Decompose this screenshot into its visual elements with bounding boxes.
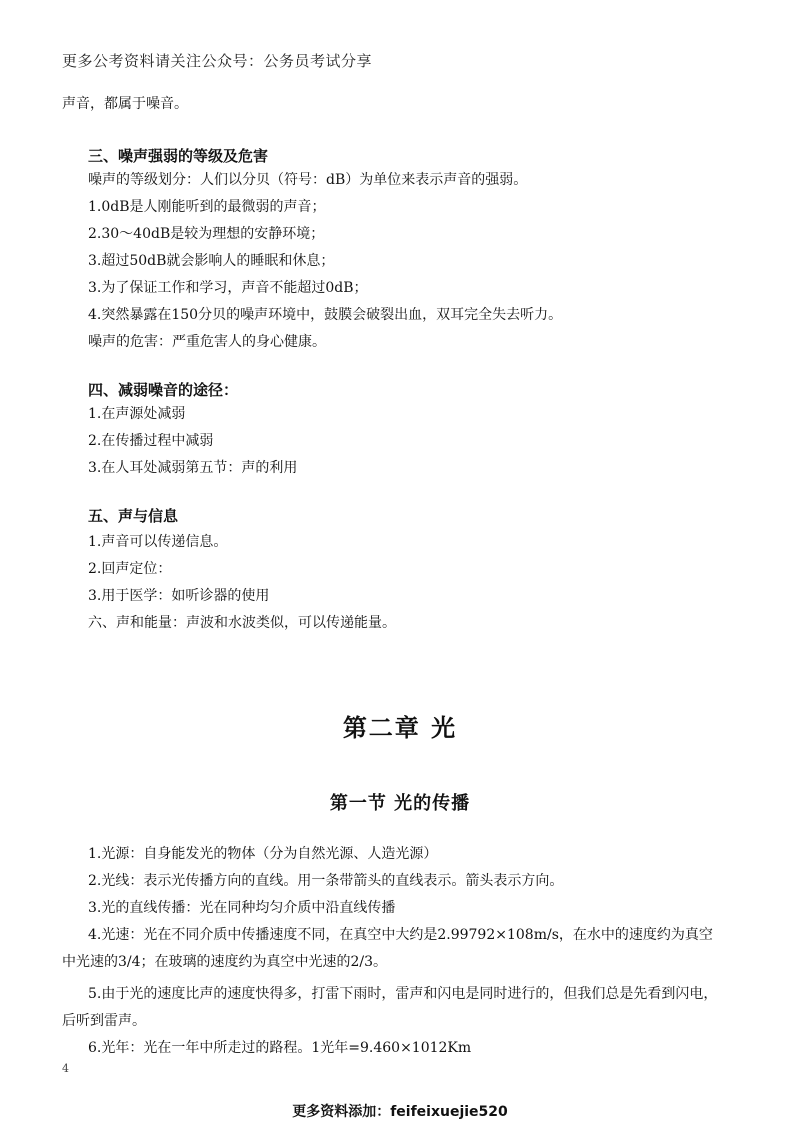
noise-reduction-item: 3.在人耳处减弱第五节：声的利用 [88,460,298,476]
header-note: 更多公考资料请关注公众号：公务员考试分享 [62,52,373,70]
chapter-title: 第二章 光 [342,713,458,742]
light-item: 3.光的直线传播：光在同种均匀介质中沿直线传播 [88,900,396,916]
light-item: 2.光线：表示光传播方向的直线。用一条带箭头的直线表示。箭头表示方向。 [88,873,564,889]
noise-levels-intro: 噪声的等级划分：人们以分贝（符号：dB）为单位来表示声音的强弱。 [88,172,528,188]
noise-level-item: 4.突然暴露在150分贝的噪声环境中，鼓膜会破裂出血，双耳完全失去听力。 [88,307,563,323]
noise-level-item: 3.超过50dB就会影响人的睡眠和休息； [88,253,335,269]
page-number: 4 [62,1062,69,1075]
noise-level-item: 2.30～40dB是较为理想的安静环境； [88,226,325,242]
noise-reduction-item: 1.在声源处减弱 [88,406,186,422]
noise-reduction-item: 2.在传播过程中减弱 [88,433,214,449]
sound-info-item: 3.用于医学：如听诊器的使用 [88,588,270,604]
light-item: 1.光源：自身能发光的物体（分为自然光源、人造光源） [88,846,438,862]
sound-info-item: 1.声音可以传递信息。 [88,534,228,550]
light-item-continued: 中光速的3/4；在玻璃的速度约为真空中光速的2/3。 [62,954,388,970]
light-item: 6.光年：光在一年中所走过的路程。1光年=9.460×1012Km [88,1040,472,1056]
noise-level-item: 1.0dB是人刚能听到的最微弱的声音； [88,199,326,215]
noise-reduction-heading: 四、减弱噪音的途径： [88,381,239,399]
light-item: 4.光速：光在不同介质中传播速度不同，在真空中大约是2.99792×108m/s，在水中的速度约为真空 [88,927,713,943]
section-title: 第一节 光的传播 [329,793,471,814]
sound-info-item: 2.回声定位： [88,561,172,577]
continuation-text: 声音，都属于噪音。 [62,96,188,112]
noise-level-item: 3.为了保证工作和学习，声音不能超过0dB； [88,280,368,296]
sound-energy-text: 六、声和能量：声波和水波类似，可以传递能量。 [88,615,396,631]
noise-levels-heading: 三、噪声强弱的等级及危害 [88,147,269,165]
noise-harm-text: 噪声的危害：严重危害人的身心健康。 [88,334,326,350]
light-item-continued: 后听到雷声。 [62,1013,146,1029]
sound-info-heading: 五、声与信息 [88,507,179,525]
light-item: 5.由于光的速度比声的速度快得多，打雷下雨时，雷声和闪电是同时进行的，但我们总是先看到闪电， [88,986,718,1002]
footer-note: 更多资料添加：feifeixuejie520 [292,1104,508,1120]
